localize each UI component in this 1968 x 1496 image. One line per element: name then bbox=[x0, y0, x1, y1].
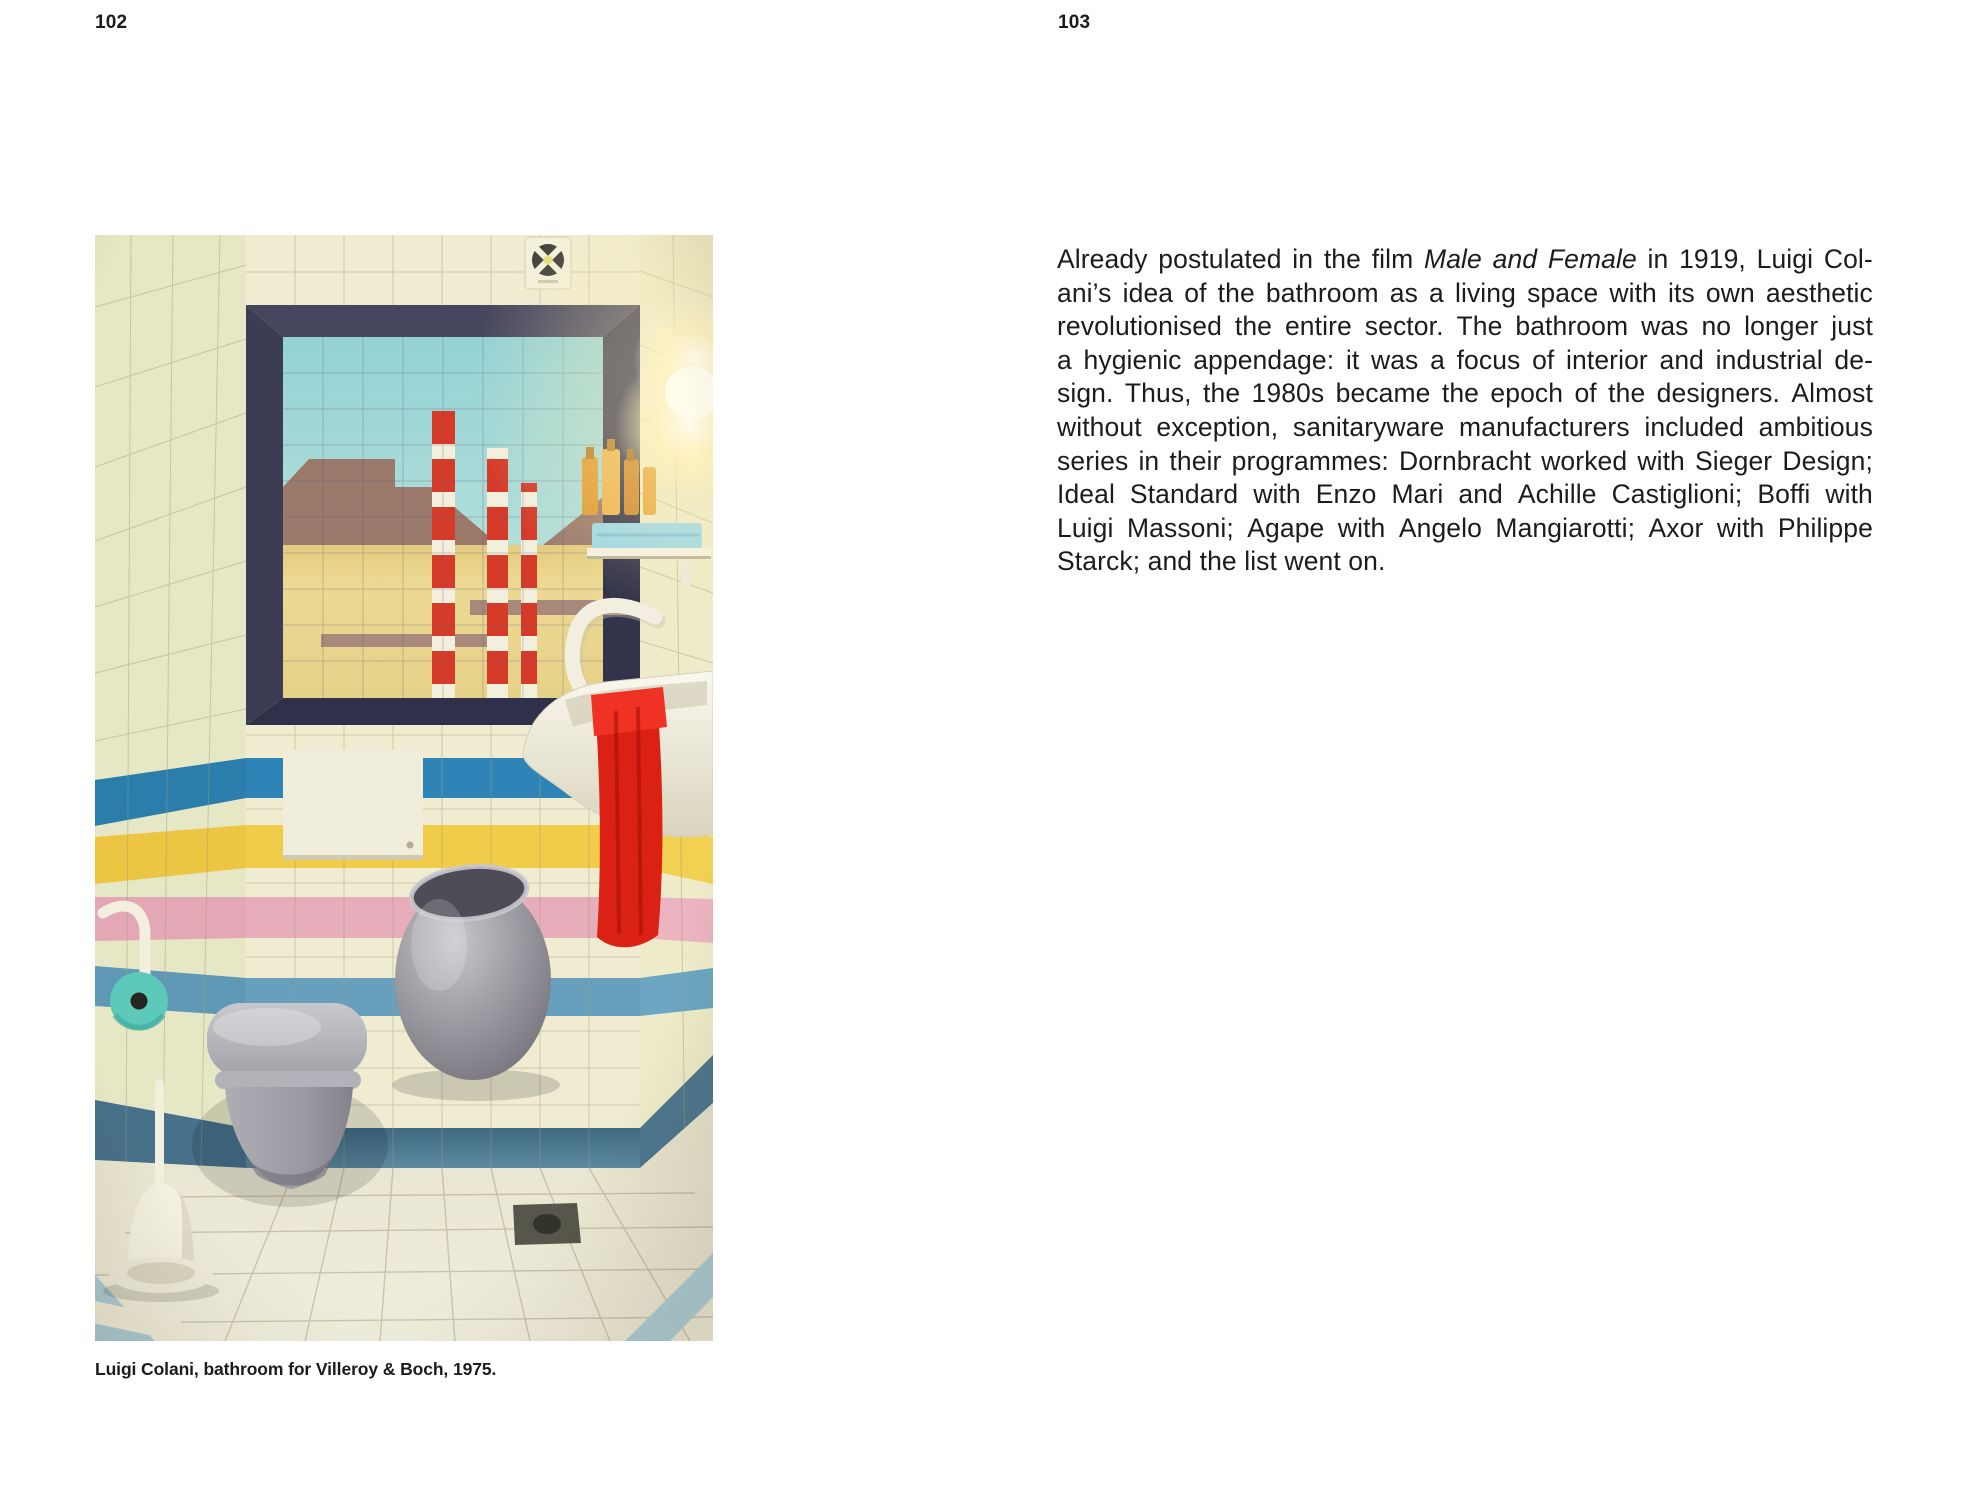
bathroom-illustration bbox=[95, 235, 713, 1341]
text-line: sign. Thus, the 1980s became the epoch of the designers. Almost bbox=[1057, 378, 1873, 409]
text-line: Starck; and the list went on. bbox=[1057, 546, 1386, 577]
text-line: Already postulated in the film Male and Female in 1919, Luigi Col- bbox=[1057, 244, 1873, 274]
text-line: series in their programmes: Dornbracht worked with Sieger Design; bbox=[1057, 445, 1873, 476]
photo-caption: Luigi Colani, bathroom for Villeroy & Boch, 1975. bbox=[95, 1359, 497, 1379]
body-text bbox=[1057, 243, 1873, 579]
text-line: a hygienic appendage: it was a focus of interior and industrial de- bbox=[1057, 344, 1873, 375]
page-number-right: 103 bbox=[1058, 12, 1091, 33]
text-line: Luigi Massoni; Agape with Angelo Mangiarotti; Axor with Philippe bbox=[1057, 512, 1873, 543]
text-line: revolutionised the entire sector. The bathroom was no longer just bbox=[1057, 311, 1873, 342]
text-line: ani’s idea of the bathroom as a living space with its own aesthetic bbox=[1057, 277, 1873, 308]
bathroom-photo bbox=[95, 235, 713, 1341]
vignette bbox=[95, 235, 713, 1341]
text-line: without exception, sanitaryware manufacturers included ambitious bbox=[1057, 411, 1873, 442]
page-number-left: 102 bbox=[95, 12, 128, 33]
text-line: Ideal Standard with Enzo Mari and Achille Castiglioni; Boffi with bbox=[1057, 479, 1873, 510]
